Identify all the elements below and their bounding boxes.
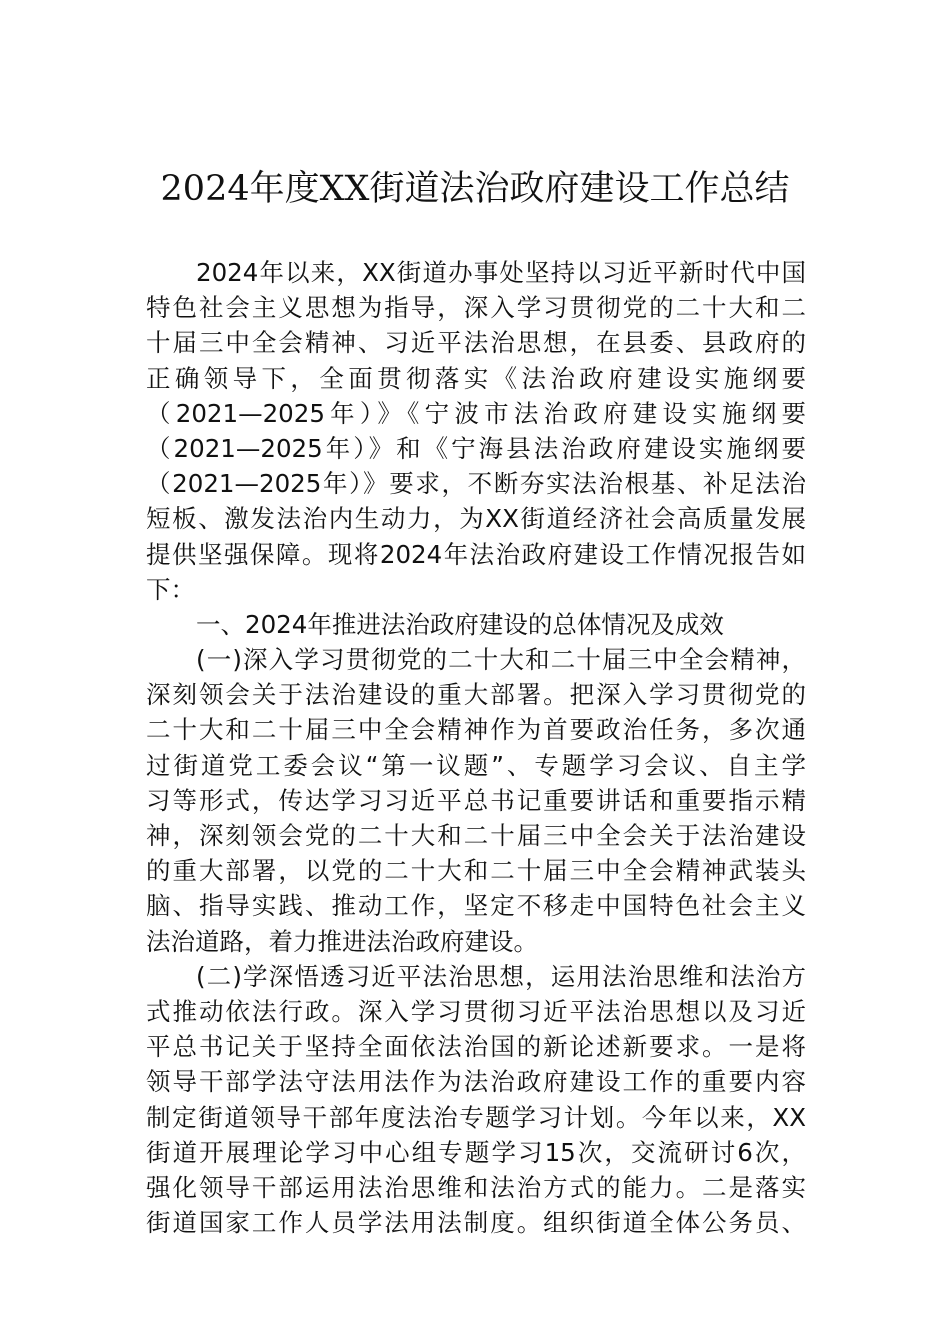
paragraph-line: 深刻领会关于法治建设的重大部署。把深入学习贯彻党的 xyxy=(146,680,806,710)
document-title: 2024年度XX街道法治政府建设工作总结 xyxy=(160,169,790,209)
paragraph-line: 法治道路，着力推进法治政府建设。 xyxy=(146,926,538,956)
paragraph-line: 的重大部署，以党的二十大和二十届三中全会精神武装头 xyxy=(146,856,806,886)
paragraph-line: 脑、指导实践、推动工作，坚定不移走中国特色社会主义 xyxy=(146,891,806,921)
paragraph-line: 十届三中全会精神、习近平法治思想，在县委、县政府的 xyxy=(146,328,806,358)
paragraph-line: （2021—2025年）》要求，不断夯实法治根基、补足法治 xyxy=(146,469,806,499)
paragraph-line: (二)学深悟透习近平法治思想，运用法治思维和法治方 xyxy=(196,961,806,991)
paragraph-line: 领导干部学法守法用法作为法治政府建设工作的重要内容 xyxy=(146,1067,806,1097)
paragraph-line: 过街道党工委会议“第一议题”、专题学习会议、自主学 xyxy=(146,750,806,780)
paragraph-line: （2021—2025年）》和《宁海县法治政府建设实施纲要 xyxy=(146,433,806,463)
paragraph-line: 提供坚强保障。现将2024年法治政府建设工作情况报告如 xyxy=(146,539,806,569)
paragraph-line: 正确领导下，全面贯彻落实《法治政府建设实施纲要 xyxy=(146,363,806,393)
paragraph-line: （2021—2025年）》《宁波市法治政府建设实施纲要 xyxy=(146,398,806,428)
paragraph-line: 习等形式，传达学习习近平总书记重要讲话和重要指示精 xyxy=(146,785,806,815)
paragraph-line: 街道国家工作人员学法用法制度。组织街道全体公务员、 xyxy=(146,1208,806,1238)
paragraph-line: 下： xyxy=(146,574,195,604)
paragraph-line: 强化领导干部运用法治思维和法治方式的能力。二是落实 xyxy=(146,1172,806,1202)
paragraph-line: 特色社会主义思想为指导，深入学习贯彻党的二十大和二 xyxy=(146,293,806,323)
paragraph-line: 式推动依法行政。深入学习贯彻习近平法治思想以及习近 xyxy=(146,996,806,1026)
paragraph-line: 制定街道领导干部年度法治专题学习计划。今年以来，XX xyxy=(146,1102,806,1132)
paragraph-line: 平总书记关于坚持全面依法治国的新论述新要求。一是将 xyxy=(146,1032,806,1062)
paragraph-line: 2024年以来，XX街道办事处坚持以习近平新时代中国 xyxy=(196,258,806,287)
document-body xyxy=(146,255,806,1240)
paragraph-line: 短板、激发法治内生动力，为XX街道经济社会高质量发展 xyxy=(146,504,806,534)
paragraph-line: (一)深入学习贯彻党的二十大和二十届三中全会精神， xyxy=(196,645,806,675)
paragraph-line: 二十大和二十届三中全会精神作为首要政治任务，多次通 xyxy=(146,715,806,745)
paragraph-line: 街道开展理论学习中心组专题学习15次，交流研讨6次， xyxy=(146,1137,806,1167)
paragraph-line: 神，深刻领会党的二十大和二十届三中全会关于法治建设 xyxy=(146,821,806,850)
section-heading: 一、2024年推进法治政府建设的总体情况及成效 xyxy=(196,609,724,639)
